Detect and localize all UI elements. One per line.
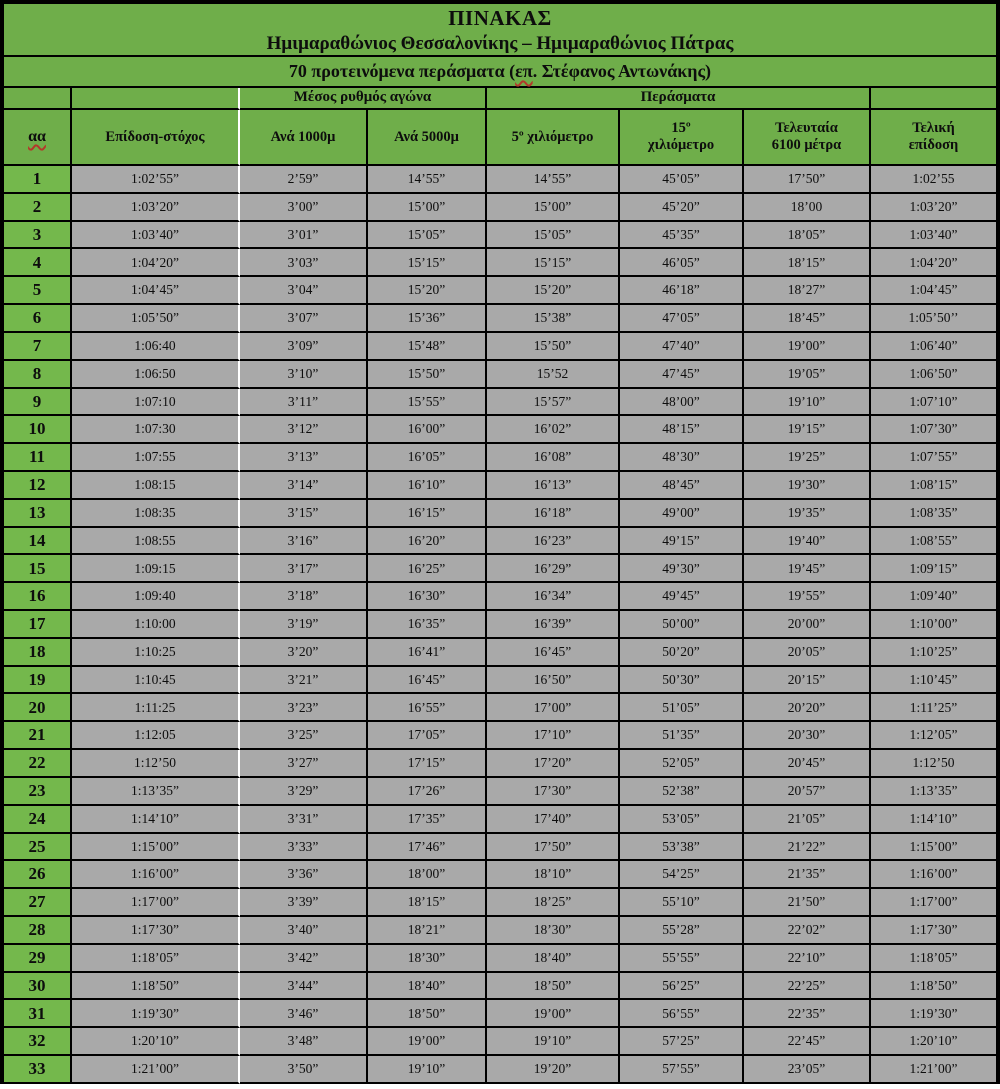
column-header-per5000-label: Ανά 5000μ [394,128,459,145]
data-cell: 18’25” [487,889,620,917]
data-cell: 22’35” [744,1000,871,1028]
row-number-cell: 6 [4,305,72,333]
data-cell: 19’20” [487,1056,620,1084]
data-cell: 20’45” [744,750,871,778]
data-cell: 15’00” [368,194,487,222]
data-cell: 19’25” [744,444,871,472]
data-cell: 17’00” [487,694,620,722]
data-cell: 21’50” [744,889,871,917]
data-cell: 1:04’45” [72,277,240,305]
row-number-cell: 14 [4,528,72,556]
data-cell: 16’29” [487,555,620,583]
data-cell: 1:18’05” [72,945,240,973]
data-cell: 3’40” [240,917,368,945]
data-cell: 16’55” [368,694,487,722]
group-header-empty-target [72,88,240,110]
data-cell: 1:02’55 [871,166,996,194]
data-cell: 51’05” [620,694,744,722]
data-cell: 52’05” [620,750,744,778]
splits-caption-prefix: 70 προτεινόμενα περάσματα ( [288,61,516,81]
row-number-cell: 2 [4,194,72,222]
data-cell: 15’55” [368,389,487,417]
data-cell: 1:17’30” [871,917,996,945]
data-cell: 16’45” [368,667,487,695]
column-header-km15-line2: χιλιόμετρο [647,137,715,153]
data-cell: 16’18” [487,500,620,528]
data-cell: 1:19’30” [72,1000,240,1028]
data-cell: 1:21’00” [871,1056,996,1084]
data-cell: 15’00” [487,194,620,222]
data-cell: 3’11” [240,389,368,417]
data-cell: 16’13” [487,472,620,500]
data-cell: 18’30” [368,945,487,973]
data-cell: 1:04’45” [871,277,996,305]
data-cell: 20’57” [744,778,871,806]
data-cell: 46’05” [620,249,744,277]
data-cell: 57’55” [620,1056,744,1084]
data-cell: 1:09’40” [871,583,996,611]
data-cell: 46’18” [620,277,744,305]
data-cell: 18’45” [744,305,871,333]
row-number-cell: 30 [4,973,72,1001]
data-cell: 1:19’30” [871,1000,996,1028]
data-cell: 18’27” [744,277,871,305]
data-cell: 22’25” [744,973,871,1001]
data-cell: 15’05” [487,222,620,250]
column-header-target [72,110,240,166]
data-cell: 16’20” [368,528,487,556]
data-cell: 51’35” [620,722,744,750]
data-cell: 3’46” [240,1000,368,1028]
group-header-splits: Περάσματα [487,88,871,110]
data-cell: 19’30” [744,472,871,500]
data-cell: 1:18’05” [871,945,996,973]
column-header-final [871,110,996,166]
data-cell: 21’35” [744,861,871,889]
column-header-aa-label: αα [28,127,46,145]
column-header-km5-label: 5º χιλιόμετρο [511,128,594,145]
data-cell: 15’57” [487,389,620,417]
data-cell: 1:10’45” [871,667,996,695]
data-cell: 1:08’55” [871,528,996,556]
data-cell: 1:03’40” [871,222,996,250]
data-cell: 47’05” [620,305,744,333]
row-number-cell: 24 [4,806,72,834]
data-cell: 16’25” [368,555,487,583]
data-cell: 19’10” [487,1028,620,1056]
row-number-cell: 28 [4,917,72,945]
data-cell: 15’15” [368,249,487,277]
data-cell: 1:02’55” [72,166,240,194]
row-number-cell: 7 [4,333,72,361]
row-number-cell: 20 [4,694,72,722]
data-cell: 55’28” [620,917,744,945]
data-cell: 16’35” [368,611,487,639]
column-header-per1000 [240,110,368,166]
data-cell: 14’55” [368,166,487,194]
data-cell: 21’05” [744,806,871,834]
column-header-km15 [620,110,744,166]
data-cell: 1:08:55 [72,528,240,556]
data-cell: 1:03’20” [871,194,996,222]
data-cell: 1:16’00” [72,861,240,889]
data-cell: 1:12:05 [72,722,240,750]
data-cell: 3’10” [240,361,368,389]
data-cell: 1:05’50” [72,305,240,333]
data-cell: 19’00” [487,1000,620,1028]
data-cell: 16’39” [487,611,620,639]
data-cell: 1:20’10” [871,1028,996,1056]
data-cell: 3’50” [240,1056,368,1084]
row-number-cell: 10 [4,416,72,444]
data-cell: 1:17’00” [871,889,996,917]
data-cell: 1:08’35” [871,500,996,528]
row-number-cell: 17 [4,611,72,639]
column-header-last6100-line1: Τελευταία [775,120,838,137]
row-number-cell: 12 [4,472,72,500]
data-cell: 16’34” [487,583,620,611]
data-cell: 49’45” [620,583,744,611]
data-cell: 3’12” [240,416,368,444]
data-cell: 1:07’10” [871,389,996,417]
row-number-cell: 3 [4,222,72,250]
data-cell: 17’35” [368,806,487,834]
data-cell: 15’52 [487,361,620,389]
data-cell: 23’05” [744,1056,871,1084]
column-header-per5000 [368,110,487,166]
row-number-cell: 22 [4,750,72,778]
data-cell: 1:11:25 [72,694,240,722]
row-number-cell: 9 [4,389,72,417]
data-cell: 18’50” [368,1000,487,1028]
row-number-cell: 26 [4,861,72,889]
data-cell: 20’00” [744,611,871,639]
data-cell: 16’10” [368,472,487,500]
data-cell: 1:04’20” [871,249,996,277]
data-cell: 45’05” [620,166,744,194]
column-header-target-label: Επίδοση-στόχος [105,128,205,145]
data-cell: 19’10” [744,389,871,417]
data-cell: 3’25” [240,722,368,750]
subtitle-band [4,57,996,88]
data-cell: 19’10” [368,1056,487,1084]
data-cell: 3’44” [240,973,368,1001]
row-number-cell: 18 [4,639,72,667]
data-cell: 16’41” [368,639,487,667]
data-cell: 48’15” [620,416,744,444]
data-cell: 18’15” [744,249,871,277]
data-cell: 3’36” [240,861,368,889]
data-cell: 1:09’15” [871,555,996,583]
data-cell: 1:10:25 [72,639,240,667]
data-cell: 3’01” [240,222,368,250]
data-cell: 16’05” [368,444,487,472]
data-cell: 15’50” [487,333,620,361]
data-cell: 16’15” [368,500,487,528]
data-cell: 47’40” [620,333,744,361]
data-cell: 19’05” [744,361,871,389]
data-cell: 1:07:30 [72,416,240,444]
data-cell: 17’20” [487,750,620,778]
data-cell: 45’20” [620,194,744,222]
data-cell: 15’20” [368,277,487,305]
data-cell: 19’00” [368,1028,487,1056]
data-cell: 1:07:55 [72,444,240,472]
column-header-last6100 [744,110,871,166]
data-cell: 19’40” [744,528,871,556]
data-cell: 17’50” [487,834,620,862]
data-cell: 1:10’25” [871,639,996,667]
row-number-cell: 32 [4,1028,72,1056]
data-cell: 1:10:45 [72,667,240,695]
data-cell: 49’30” [620,555,744,583]
data-cell: 3’42” [240,945,368,973]
table-grid [4,88,996,1084]
row-number-cell: 13 [4,500,72,528]
data-cell: 1:07’30” [871,416,996,444]
data-cell: 3’19” [240,611,368,639]
data-cell: 19’35” [744,500,871,528]
column-header-per1000-label: Ανά 1000μ [270,128,336,145]
data-cell: 3’29” [240,778,368,806]
column-header-final-line2: επίδοση [908,137,959,153]
data-cell: 3’18” [240,583,368,611]
data-cell: 17’40” [487,806,620,834]
data-cell: 3’39” [240,889,368,917]
data-cell: 14’55” [487,166,620,194]
data-cell: 1:09:40 [72,583,240,611]
data-cell: 1:08:35 [72,500,240,528]
data-cell: 55’10” [620,889,744,917]
data-cell: 15’20” [487,277,620,305]
row-number-cell: 4 [4,249,72,277]
data-cell: 18’05” [744,222,871,250]
data-cell: 18’10” [487,861,620,889]
column-header-km5 [487,110,620,166]
data-cell: 17’05” [368,722,487,750]
data-cell: 1:07:10 [72,389,240,417]
data-cell: 3’21” [240,667,368,695]
data-cell: 18’00 [744,194,871,222]
row-number-cell: 11 [4,444,72,472]
data-cell: 17’46” [368,834,487,862]
row-number-cell: 33 [4,1056,72,1084]
column-header-last6100-line2: 6100 μέτρα [771,137,842,153]
row-number-cell: 19 [4,667,72,695]
data-cell: 18’30” [487,917,620,945]
data-cell: 1:21’00” [72,1056,240,1084]
data-cell: 17’10” [487,722,620,750]
data-cell: 56’55” [620,1000,744,1028]
data-cell: 20’20” [744,694,871,722]
data-cell: 17’15” [368,750,487,778]
data-cell: 18’50” [487,973,620,1001]
data-cell: 3’03” [240,249,368,277]
data-cell: 1:16’00” [871,861,996,889]
data-cell: 50’20” [620,639,744,667]
data-cell: 15’50” [368,361,487,389]
data-cell: 1:18’50” [72,973,240,1001]
data-cell: 48’45” [620,472,744,500]
column-header-km15-line1: 15º [671,120,691,137]
data-cell: 17’26” [368,778,487,806]
data-cell: 3’17” [240,555,368,583]
row-number-cell: 29 [4,945,72,973]
data-cell: 49’15” [620,528,744,556]
data-cell: 1:13’35” [871,778,996,806]
row-number-cell: 15 [4,555,72,583]
data-cell: 1:03’20” [72,194,240,222]
data-cell: 16’00” [368,416,487,444]
data-cell: 20’30” [744,722,871,750]
data-cell: 1:08:15 [72,472,240,500]
data-cell: 54’25” [620,861,744,889]
data-cell: 21’22” [744,834,871,862]
data-cell: 1:12’05” [871,722,996,750]
data-cell: 1:06:50 [72,361,240,389]
data-cell: 2’59” [240,166,368,194]
data-cell: 3’04” [240,277,368,305]
data-cell: 3’31” [240,806,368,834]
data-cell: 55’55” [620,945,744,973]
data-cell: 1:10’00” [871,611,996,639]
data-cell: 1:08’15” [871,472,996,500]
splits-caption-abbrev: επ [515,61,533,81]
data-cell: 20’15” [744,667,871,695]
row-number-cell: 31 [4,1000,72,1028]
data-cell: 1:06’40” [871,333,996,361]
data-cell: 3’27” [240,750,368,778]
data-cell: 22’10” [744,945,871,973]
data-cell: 15’48” [368,333,487,361]
data-cell: 17’30” [487,778,620,806]
data-cell: 53’38” [620,834,744,862]
data-cell: 1:12’50 [72,750,240,778]
data-cell: 16’02” [487,416,620,444]
data-cell: 56’25” [620,973,744,1001]
data-cell: 3’00” [240,194,368,222]
data-cell: 3’33” [240,834,368,862]
title-band [4,4,996,57]
data-cell: 3’07” [240,305,368,333]
splits-caption [289,61,711,82]
group-header-empty-aa [4,88,72,110]
data-cell: 19’00” [744,333,871,361]
data-cell: 3’13” [240,444,368,472]
data-cell: 19’55” [744,583,871,611]
data-cell: 50’00” [620,611,744,639]
row-number-cell: 16 [4,583,72,611]
data-cell: 3’20” [240,639,368,667]
row-number-cell: 25 [4,834,72,862]
splits-caption-suffix: . Στέφανος Αντωνάκης) [532,61,712,81]
data-cell: 52’38” [620,778,744,806]
data-cell: 3’09” [240,333,368,361]
data-cell: 1:17’00” [72,889,240,917]
data-cell: 1:14’10” [72,806,240,834]
data-cell: 3’23” [240,694,368,722]
data-cell: 49’00” [620,500,744,528]
data-cell: 22’45” [744,1028,871,1056]
row-number-cell: 27 [4,889,72,917]
data-cell: 1:09:15 [72,555,240,583]
data-cell: 19’15” [744,416,871,444]
data-cell: 1:13’35” [72,778,240,806]
data-cell: 3’16” [240,528,368,556]
data-cell: 1:18’50” [871,973,996,1001]
data-cell: 1:04’20” [72,249,240,277]
data-cell: 18’15” [368,889,487,917]
row-number-cell: 1 [4,166,72,194]
data-cell: 18’40” [487,945,620,973]
data-cell: 1:17’30” [72,917,240,945]
data-cell: 53’05” [620,806,744,834]
data-cell: 1:06’50” [871,361,996,389]
data-cell: 18’21” [368,917,487,945]
data-cell: 15’38” [487,305,620,333]
data-cell: 3’15” [240,500,368,528]
data-cell: 15’15” [487,249,620,277]
data-cell: 3’48” [240,1028,368,1056]
data-cell: 15’05” [368,222,487,250]
data-cell: 16’50” [487,667,620,695]
data-cell: 1:05’50’’ [871,305,996,333]
data-cell: 1:06:40 [72,333,240,361]
data-cell: 1:11’25” [871,694,996,722]
data-cell: 18’40” [368,973,487,1001]
data-cell: 17’50” [744,166,871,194]
data-cell: 15’36” [368,305,487,333]
data-cell: 1:14’10” [871,806,996,834]
data-cell: 48’30” [620,444,744,472]
row-number-cell: 5 [4,277,72,305]
data-cell: 16’45” [487,639,620,667]
data-cell: 1:03’40” [72,222,240,250]
data-cell: 18’00” [368,861,487,889]
row-number-cell: 21 [4,722,72,750]
group-header-pace: Μέσος ρυθμός αγώνα [240,88,487,110]
group-header-empty-final [871,88,996,110]
row-number-cell: 23 [4,778,72,806]
data-cell: 1:20’10” [72,1028,240,1056]
data-cell: 16’23” [487,528,620,556]
data-cell: 19’45” [744,555,871,583]
data-cell: 45’35” [620,222,744,250]
data-cell: 57’25” [620,1028,744,1056]
data-cell: 3’14” [240,472,368,500]
data-cell: 20’05” [744,639,871,667]
data-cell: 22’02” [744,917,871,945]
data-cell: 1:12’50 [871,750,996,778]
data-cell: 16’08” [487,444,620,472]
data-cell: 1:15’00” [871,834,996,862]
column-header-final-line1: Τελική [912,120,955,137]
row-number-cell: 8 [4,361,72,389]
data-cell: 1:07’55” [871,444,996,472]
data-cell: 1:10:00 [72,611,240,639]
page-title: ΠΙΝΑΚΑΣ [448,6,552,30]
data-cell: 47’45” [620,361,744,389]
data-cell: 16’30” [368,583,487,611]
data-cell: 50’30” [620,667,744,695]
data-cell: 1:15’00” [72,834,240,862]
column-header-aa [4,110,72,166]
data-cell: 48’00” [620,389,744,417]
page-subtitle: Ημιμαραθώνιος Θεσσαλονίκης – Ημιμαραθώνιος Πάτρας [266,33,734,54]
